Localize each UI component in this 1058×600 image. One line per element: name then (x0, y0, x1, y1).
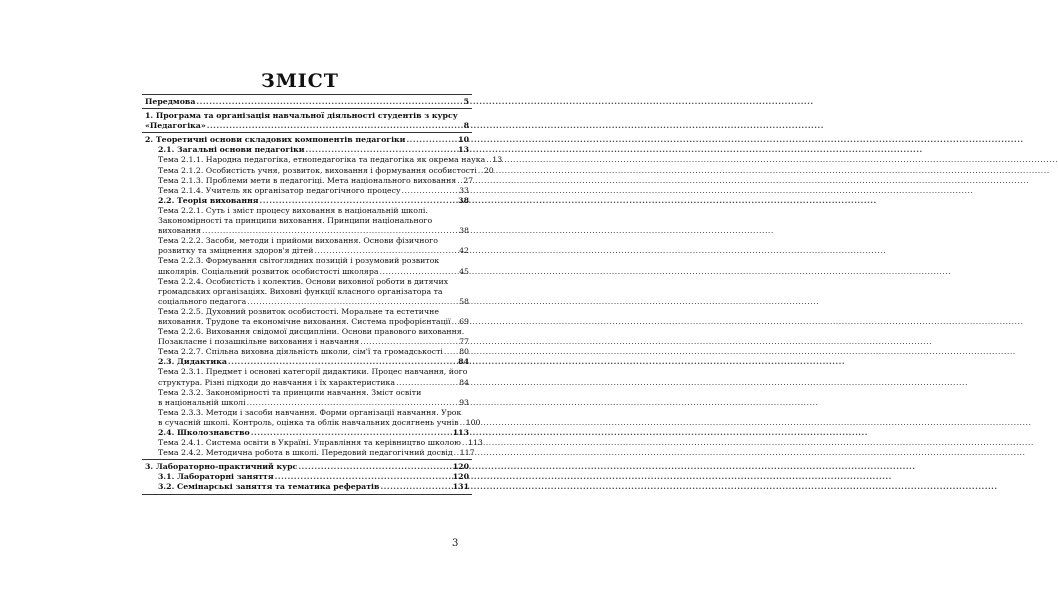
leader-dots (379, 267, 457, 277)
toc-entry-label: 2.3. Дидактика (158, 357, 227, 367)
toc-entry-label: Тема 2.2.7. Спільна виховна діяльність школи, сім'ї та громадськості (158, 347, 443, 357)
toc-entry-page: 113 (452, 428, 469, 437)
leader-dots (462, 438, 466, 448)
toc-entry-page: 77 (459, 337, 469, 347)
toc-entry-page: 120 (452, 472, 469, 482)
toc-entry (145, 155, 503, 165)
toc-entry-label: розвитку та зміцнення здоров'я дітей (158, 246, 314, 256)
toc-entry-page: 33 (459, 185, 469, 195)
toc-entry-page: 131 (452, 482, 469, 492)
toc-entry-label: Тема 2.1.2. Особистість учня, розвиток, виховання і формування особистості (158, 165, 477, 175)
toc-entry (145, 196, 469, 206)
toc-entry-page: 117 (459, 448, 475, 458)
toc-entry-label: структура. Різні підходи до навчання і їх характеристика (158, 377, 396, 387)
leader-dots (207, 121, 462, 131)
toc-entry-label: виховання. Трудове та економічне виховання. Система профорієнтації (158, 316, 451, 326)
toc-entry (145, 438, 483, 448)
leader-dots (460, 418, 464, 428)
toc-entry (145, 297, 469, 307)
toc-entry-label: Тема 2.1.3. Проблеми мети в педагогіці. Мета національного виховання (158, 175, 457, 185)
toc-entry-label: виховання (158, 226, 202, 236)
toc-entry-page: 13 (492, 155, 503, 165)
table-of-contents (142, 94, 503, 495)
toc-entry-label: 3.1. Лабораторні заняття (158, 472, 274, 482)
toc-entry-page: 84 (459, 377, 469, 387)
toc-entry (145, 472, 469, 482)
leader-dots (306, 145, 457, 155)
leader-dots (454, 448, 458, 458)
toc-entry-label: громадських організаціях. Виховні функції класного організатора та (158, 286, 443, 296)
leader-dots (196, 97, 461, 107)
toc-entry (145, 175, 474, 186)
toc-entry (145, 417, 481, 428)
toc-entry-label: Тема 2.2.2. Засоби, методи і прийоми виховання. Основи фізичного (158, 236, 438, 246)
toc-entry-label: Тема 2.2.6. Виховання свідомої дисципліни. Основи правового виховання. (158, 327, 465, 337)
toc-entry (145, 462, 469, 472)
toc-entry-label: 3. Лабораторно-практичний курс (145, 462, 298, 472)
toc-entry-label: 2. Теоретичні основи складових компонентів педагогіки (145, 135, 406, 145)
leader-dots (260, 196, 457, 206)
toc-entry-label: «Педагогіка» (145, 121, 206, 131)
toc-entry-page: 38 (459, 226, 469, 236)
toc-entry (145, 448, 475, 458)
toc-entry-page: 69 (459, 316, 469, 326)
leader-dots (444, 347, 457, 357)
toc-entry-page: 113 (467, 438, 483, 448)
leader-dots (452, 317, 458, 327)
toc-entry-page: 100 (465, 417, 481, 427)
leader-dots (298, 462, 450, 472)
toc-entry-label: школярів. Соціальний розвиток особистості школяра (158, 266, 379, 276)
toc-entry-page: 42 (459, 246, 469, 256)
toc-entry-page: 38 (458, 195, 469, 205)
toc-entry (145, 226, 469, 236)
toc-entry (145, 121, 469, 131)
toc-entry (145, 267, 469, 277)
leader-dots (406, 135, 456, 145)
toc-entry-label: Тема 2.2.5. Духовний розвиток особистості. Моральне та естетичне (158, 306, 439, 316)
toc-entry-page: 58 (459, 296, 469, 306)
leader-dots (402, 186, 458, 196)
toc-entry (145, 135, 469, 145)
leader-dots (275, 472, 451, 482)
toc-entry-label: Тема 2.2.4. Особистість і колектив. Основи виховної роботи в дитячих (158, 276, 449, 286)
toc-entry-label: Тема 2.2.3. Формування світоглядних позицій і розумовий розвиток (158, 256, 440, 266)
toc-entry-page: 27 (463, 175, 474, 185)
toc-entry-label: 2.4. Школознавство (158, 428, 250, 437)
toc-entry (145, 186, 469, 196)
page-number: 3 (452, 538, 459, 549)
toc-entry-page: 20 (483, 165, 494, 175)
toc-entry (145, 482, 469, 492)
toc-entry (145, 165, 494, 176)
toc-entry-label: Тема 2.3.1. Предмет і основні категорії дидактики. Процес навчання, його (158, 367, 468, 377)
leader-dots (396, 378, 457, 388)
toc-entry-label: Тема 2.1.4. Учитель як організатор педагогічного процесу (158, 185, 401, 195)
leader-dots (478, 166, 482, 176)
toc-entry-label: Тема 2.3.3. Методи і засоби навчання. Форми організації навчання. Урок (158, 407, 462, 417)
toc-section-foreword (142, 95, 472, 109)
leader-dots (314, 246, 457, 256)
toc-entry-page: 84 (458, 357, 469, 367)
toc-entry-page: 120 (452, 462, 469, 472)
toc-entry-page: 45 (459, 266, 469, 276)
toc-section-part1 (142, 109, 472, 133)
leader-dots (247, 398, 457, 408)
leader-dots (202, 226, 457, 236)
toc-section-part3 (142, 460, 472, 493)
toc-entry (145, 347, 469, 357)
toc-entry-label: Позакласне і позашкільне виховання і навчання (158, 337, 360, 347)
leader-dots (228, 357, 456, 367)
leader-dots (247, 297, 457, 307)
page-title: ЗМІСТ (261, 70, 339, 92)
toc-entry-label: Тема 2.2.1. Суть і зміст процесу виховання в національній школі. (158, 205, 428, 215)
toc-entry (145, 357, 469, 367)
toc-entry-label: Тема 2.3.2. Закономірності та принципи навчання. Зміст освіти (158, 387, 422, 397)
toc-entry (145, 337, 469, 347)
toc-entry (145, 378, 469, 388)
toc-entry (145, 97, 469, 107)
toc-entry-page: 13 (458, 145, 469, 155)
toc-entry-label: 3.2. Семінарські заняття та тематика рефератів (158, 482, 380, 492)
toc-entry-page: 10 (458, 135, 469, 145)
toc-entry (145, 428, 469, 438)
toc-entry-label: Тема 2.4.1. Система освіти в Україні. Управління та керівництво школою (158, 438, 461, 448)
leader-dots (251, 428, 451, 438)
toc-entry-label: в національній школі (158, 397, 246, 407)
toc-entry-page: 93 (459, 397, 469, 407)
toc-entry-label: Тема 2.1.1. Народна педагогіка, етнопедагогіка та педагогіка як окрема наука (158, 155, 486, 165)
toc-entry (145, 398, 469, 408)
toc-entry (145, 246, 469, 256)
toc-entry (145, 145, 469, 155)
toc-entry-label: Передмова (145, 97, 196, 106)
leader-dots (486, 155, 490, 165)
leader-dots (380, 482, 450, 492)
toc-entry-label: 2.1. Загальні основи педагогіки (158, 145, 305, 155)
toc-entry-label: 2.2. Теорія виховання (158, 195, 259, 205)
toc-entry (145, 317, 469, 327)
leader-dots (360, 337, 457, 347)
toc-section-part2 (142, 133, 503, 460)
toc-entry-page: 5 (463, 97, 469, 106)
toc-entry-label: Тема 2.4.2. Методична робота в школі. Передовий педагогічний досвід (158, 448, 453, 458)
toc-entry-page: 80 (459, 347, 469, 357)
toc-entry-label: Закономірності та принципи виховання. Принципи національного (158, 216, 433, 226)
leader-dots (457, 176, 461, 186)
toc-entry-label: в сучасній школі. Контроль, оцінка та облік навчальних досягнень учнів (158, 417, 459, 427)
toc-entry-label: соціального педагога (158, 296, 247, 306)
toc-entry-page: 8 (463, 121, 469, 131)
toc-entry-label: 1. Програма та організація навчальної діяльності студентів з курсу (145, 111, 458, 121)
